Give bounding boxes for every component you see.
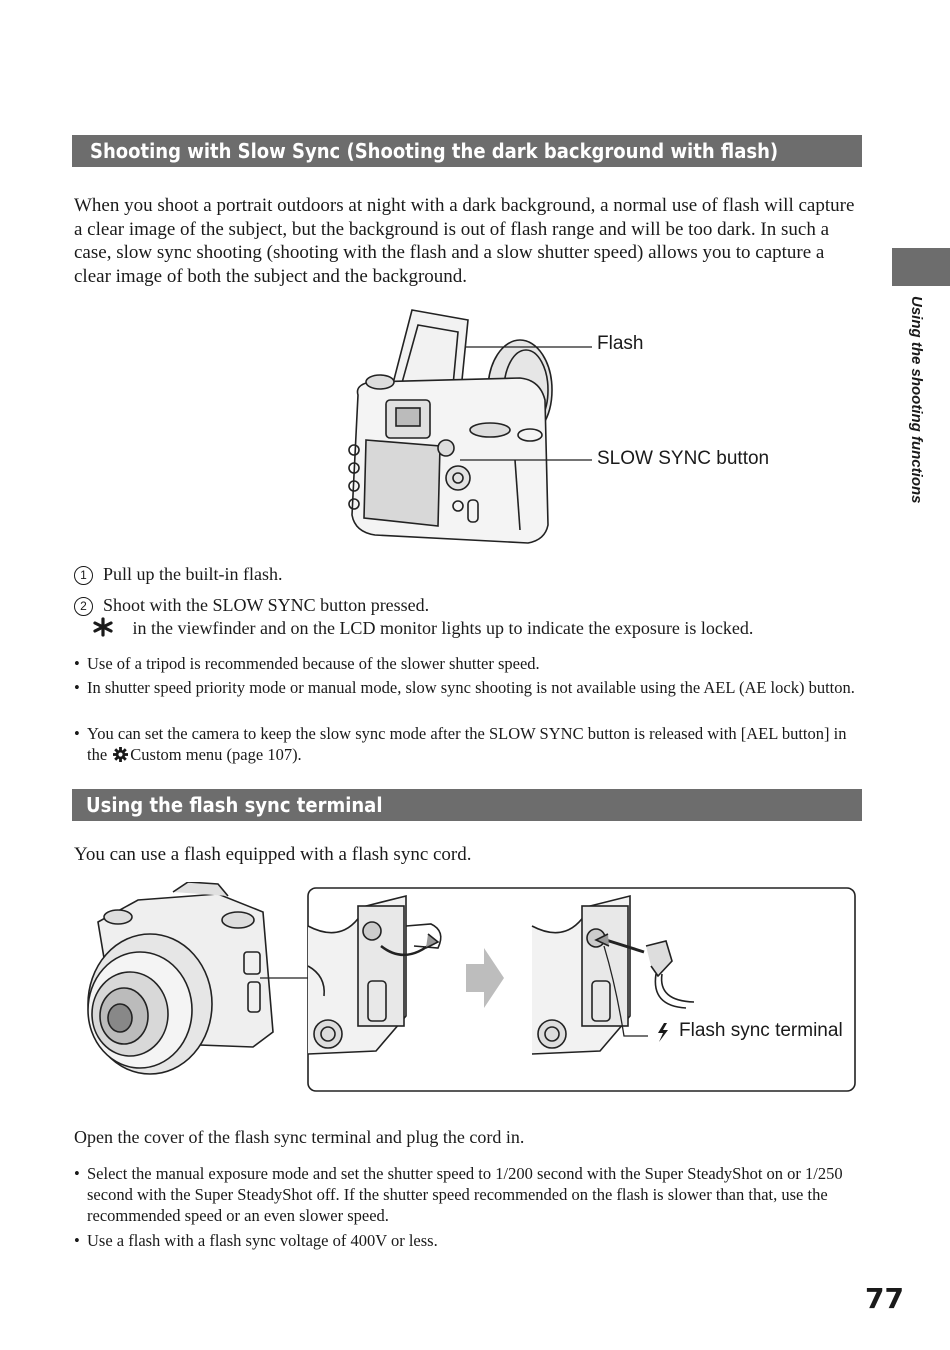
step-2-detail	[92, 617, 872, 640]
flash-sync-instruction: Open the cover of the flash sync terminal and plug the cord in.	[74, 1127, 525, 1147]
note-text: Use a flash with a flash sync voltage of 400V or less.	[87, 1231, 438, 1250]
step-1	[74, 563, 864, 586]
note-text: You can set the camera to keep the slow sync mode after the SLOW SYNC button is released with [AEL button] in the	[87, 724, 847, 764]
camera-front-illustration	[78, 882, 310, 1082]
section-header-flash-sync: Using the flash sync terminal	[72, 789, 862, 821]
note-text: Use of a tripod is recommended because of the slower shutter speed.	[87, 654, 540, 673]
note-tripod: • Use of a tripod is recommended because of the slower shutter speed.	[74, 654, 540, 673]
slow-sync-button-label: SLOW SYNC button	[597, 448, 770, 469]
ae-lock-icon	[92, 617, 114, 637]
flash-label: Flash	[597, 333, 644, 354]
page-number: 77	[865, 1282, 904, 1315]
flash-sync-detail-box	[306, 886, 858, 1096]
step-text: Pull up the built-in flash.	[103, 564, 283, 584]
note-text: In shutter speed priority mode or manual mode, slow sync shooting is not available using the AEL (AE lock) button.	[87, 678, 855, 697]
step-2	[74, 594, 864, 617]
step-number: 1	[74, 566, 93, 585]
step-2-detail-text: in the viewfinder and on the LCD monitor lights up to indicate the exposure is locked.	[132, 618, 754, 638]
flash-sync-terminal-label: Flash sync terminal	[679, 1020, 843, 1041]
section-header-slow-sync: Shooting with Slow Sync (Shooting the dark background with flash)	[72, 135, 862, 167]
note-shutter-speed: • Select the manual exposure mode and set the shutter speed to 1/200 second with the Super SteadyShot on or 1/250 second with the Super SteadyShot off. If the shutter speed recommended on the flash is slower than that, use the recommended speed or an even slower speed.	[74, 1164, 843, 1225]
note-voltage: • Use a flash with a flash sync voltage of 400V or less.	[74, 1231, 438, 1250]
side-tab-marker	[892, 248, 950, 286]
slow-sync-intro: When you shoot a portrait outdoors at night with a dark background, a normal use of flash will capture a clear image of the subject, but the background is out of flash range and will be too dark. In such a case, slow sync shooting (shooting with the flash and a slow shutter speed) allows you to capture a clear image of both the subject and the background.	[74, 195, 855, 287]
note-ael: • In shutter speed priority mode or manual mode, slow sync shooting is not available using the AEL (AE lock) button.	[74, 678, 855, 697]
side-tab-label: Using the shooting functions	[908, 296, 925, 504]
leader-lines-fig1	[460, 340, 600, 470]
step-text: Shoot with the SLOW SYNC button pressed.	[103, 595, 430, 615]
note-custom-menu: • You can set the camera to keep the slow sync mode after the SLOW SYNC button is released with [AEL button] in the Custom menu (page 107).	[74, 724, 847, 764]
step-number: 2	[74, 597, 93, 616]
note-text: Custom menu (page 107).	[130, 745, 302, 764]
custom-menu-gear-icon	[113, 747, 128, 762]
flash-sync-intro: You can use a flash equipped with a flash sync cord.	[74, 844, 472, 865]
note-text: Select the manual exposure mode and set the shutter speed to 1/200 second with the Super SteadyShot on or 1/250 second with the Super SteadyShot off. If the shutter speed recommended on the flash is slower than that, use the recommended speed or an even slower speed.	[87, 1164, 843, 1225]
